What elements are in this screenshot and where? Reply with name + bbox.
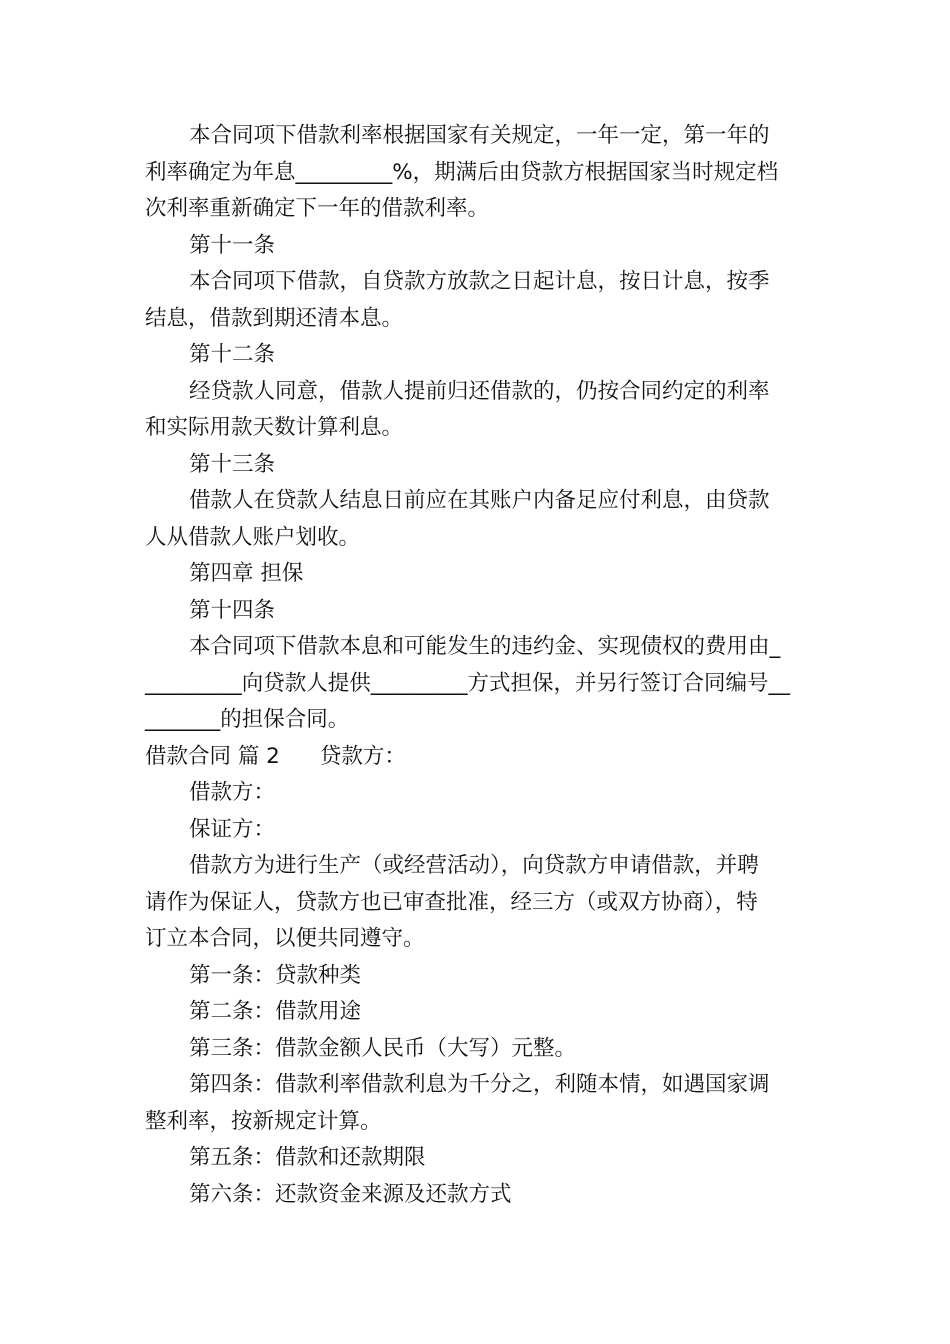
text-line: 请作为保证人，贷款方也已审查批准，经三方（或双方协商），特 [145,889,758,915]
lender-label: 贷款方： [319,743,406,769]
article-heading: 第十一条 [189,232,276,258]
text-line: 本合同项下借款，自贷款方放款之日起计息，按日计息，按季 [189,269,770,294]
document-page [145,118,807,1213]
text-line: 借款方为进行生产（或经营活动），向贷款方申请借款，并聘 [189,853,759,878]
text-line: 经贷款人同意，借款人提前归还借款的，仍按合同约定的利率 [189,378,770,404]
text-line: 和实际用款天数计算利息。 [145,415,404,440]
text-line: 人从借款人账户划收。 [145,524,361,550]
section-title: 借款合同 篇 2 [145,743,280,769]
article-line: 第三条：借款金额人民币（大写）元整。 [189,1035,577,1061]
text-line: 结息，借款到期还清本息。 [145,305,404,331]
section-title-line [145,739,807,776]
text-line: 本合同项下借款利率根据国家有关规定，一年一定，第一年的 [189,123,770,148]
text-line: 本合同项下借款本息和可能发生的违约金、实现债权的费用由_ [189,634,781,659]
article-line: 第四条：借款利率借款利息为千分之，利随本情，如遇国家调 [189,1072,770,1097]
text-line: 借款人在贷款人结息日前应在其账户内备足应付利息，由贷款 [189,488,770,513]
article-line: 第六条：还款资金来源及还款方式 [189,1181,512,1207]
article-heading: 第十三条 [189,451,276,477]
text-line: 订立本合同，以便共同遵守。 [145,926,425,951]
text-line: 次利率重新确定下一年的借款利率。 [145,196,490,221]
text-line: 利率确定为年息_________%，期满后由贷款方根据国家当时规定档 [145,159,779,185]
borrower-label: 借款方： [189,780,276,805]
article-line: 第一条：贷款种类 [189,962,362,988]
article-line: 第五条：借款和还款期限 [189,1145,426,1170]
chapter-heading: 第四章 担保 [189,561,304,586]
text-line: _______的担保合同。 [145,707,350,732]
text-line: 整利率，按新规定计算。 [145,1108,382,1134]
article-line: 第二条：借款用途 [189,999,362,1024]
article-heading: 第十四条 [189,597,276,623]
text-line: _________向贷款人提供_________方式担保，并另行签订合同编号__ [145,670,791,696]
guarantor-label: 保证方： [189,816,276,842]
article-heading: 第十二条 [189,342,276,367]
